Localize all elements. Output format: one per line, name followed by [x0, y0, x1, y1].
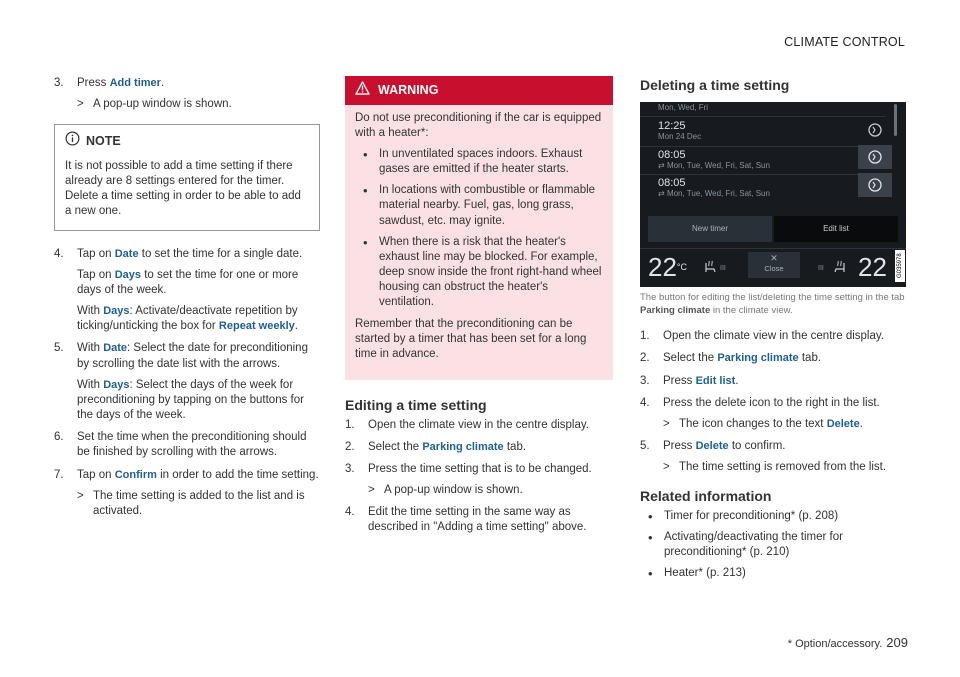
related-link[interactable]: • Activating/deactivating the timer for preconditioning* (p. 210) [648, 530, 843, 559]
column-left [54, 76, 320, 526]
note-box [54, 124, 320, 230]
centre-display-screenshot: Mon, Wed, Fri 12:25 Mon 24 Dec 08:05 ⇄ Mon, Tue, Wed, Fri, Sat, Sun 08:05 ⇄ Mon, Tue, Wed, Fri, Sat, Sun New timer Edit list $22^{^\circ C}$ III ✕ Close III 22 G035978 [640, 102, 906, 287]
temperature-left[interactable]: $22^{^\circ C}$ [648, 252, 688, 283]
fan-level-right: III [818, 265, 824, 273]
edit-list-button[interactable]: Edit list [774, 216, 898, 242]
figure-caption: The button for editing the list/deleting the time setting in the tab Parking climate in the climate view. [640, 292, 905, 316]
warning-outro: Remember that the preconditioning can be started by a timer that has been set for a long time in advance. [355, 317, 587, 360]
step-7: 7. Tap on Confirm in order to add the time setting. > The time setting is added to the list and is activated. [54, 468, 320, 520]
temperature-right[interactable]: 22 [858, 252, 887, 283]
step-5: 5. With Date: Select the date for preconditioning by scrolling the date list with the arrows. With Days: Select the days of the week for preconditioning by tapping on the buttons for the days of the week. [54, 342, 308, 422]
deleting-heading: Deleting a time setting [640, 77, 790, 93]
column-right [640, 76, 908, 588]
timer-row-time[interactable]: 12:25 [658, 120, 686, 133]
step-3-add-timer: 3. Press Add timer. > A pop-up window is shown. [54, 76, 320, 112]
delete-timer-icon[interactable] [858, 118, 892, 142]
seat-heat-left-icon[interactable] [702, 259, 718, 280]
timer-row-time[interactable]: 08:05 [658, 149, 686, 162]
warning-bullet: • In locations with combustible or flammable material nearby. Fuel, gas, long grass, sawdust, etc. may ignite. [363, 183, 596, 227]
delete-step-3: 3. Press Edit list. [640, 374, 739, 387]
warning-bullet: • When there is a risk that the heater's exhaust line may be blocked. For example, deep snow inside the front right-hand wheel housing can obstruct the heater's ventilation. [363, 234, 602, 309]
scrollbar[interactable] [894, 104, 897, 136]
related-link[interactable]: • Heater* (p. 213) [648, 566, 746, 582]
delete-step-1: 1. Open the climate view in the centre display. [640, 330, 884, 343]
seat-heat-right-icon[interactable] [832, 259, 848, 280]
step-result: > The time setting is added to the list and is activated. [77, 489, 305, 517]
warning-title: WARNING [378, 83, 439, 97]
timer-row-time[interactable]: 08:05 [658, 177, 686, 190]
fan-level-left: III [720, 265, 726, 273]
repeat-icon: ⇄ [658, 161, 667, 171]
delete-timer-icon[interactable] [858, 145, 892, 169]
step-6: 6. Set the time when the preconditioning should be finished by scrolling with the arrows. [54, 431, 307, 459]
warning-intro: Do not use preconditioning if the car is equipped with a heater*: [355, 111, 602, 139]
section-title: CLIMATE CONTROL [784, 35, 905, 49]
edit-step-1: 1. Open the climate view in the centre display. [345, 418, 589, 431]
close-button[interactable]: ✕ Close [748, 252, 800, 278]
delete-step-5: 5. Press Delete to confirm. > The time setting is removed from the list. [640, 440, 887, 474]
edit-step-4: 4. Edit the time setting in the same way as described in "Adding a time setting" above. [345, 506, 587, 534]
warning-bullet: • In unventilated spaces indoors. Exhaust gases are emitted if the heater starts. [363, 146, 583, 176]
repeat-icon: ⇄ [658, 189, 667, 199]
related-link[interactable]: • Timer for preconditioning* (p. 208) [648, 508, 839, 524]
step-result: > A pop-up window is shown. [77, 98, 232, 111]
info-icon [65, 131, 80, 151]
delete-step-4: 4. Press the delete icon to the right in the list. > The icon changes to the text Delete. [640, 396, 880, 430]
note-title: NOTE [86, 133, 121, 148]
delete-step-2: 2. Select the Parking climate tab. [640, 352, 822, 365]
edit-step-3: 3. Press the time setting that is to be changed. > A pop-up window is shown. [345, 462, 592, 497]
add-timer-label: Add timer [109, 77, 161, 89]
edit-step-2: 2. Select the Parking climate tab. [345, 440, 527, 453]
column-middle [345, 76, 613, 543]
new-timer-button[interactable]: New timer [648, 216, 772, 242]
page-footer [788, 634, 908, 652]
related-heading: Related information [640, 488, 772, 505]
warning-box [345, 76, 613, 380]
note-body: It is not possible to add a time setting if there already are 8 settings entered for the timer. Delete a time setting in order to be able to add a new one. [65, 159, 301, 218]
step-4: 4. Tap on Date to set the time for a single date. Tap on Days to set the time for one or more days of the week. With Days: Activate/deactivate repetition by ticking/unticking the box for Repeat weekly. [54, 247, 303, 333]
option-footnote: * Option/accessory. [787, 638, 883, 650]
warning-triangle-icon [355, 81, 370, 100]
image-code: G035978 [895, 250, 905, 282]
page-number: 209 [886, 635, 908, 650]
delete-timer-icon[interactable] [858, 173, 892, 197]
editing-heading: Editing a time setting [345, 397, 487, 414]
close-icon: ✕ [770, 253, 778, 264]
